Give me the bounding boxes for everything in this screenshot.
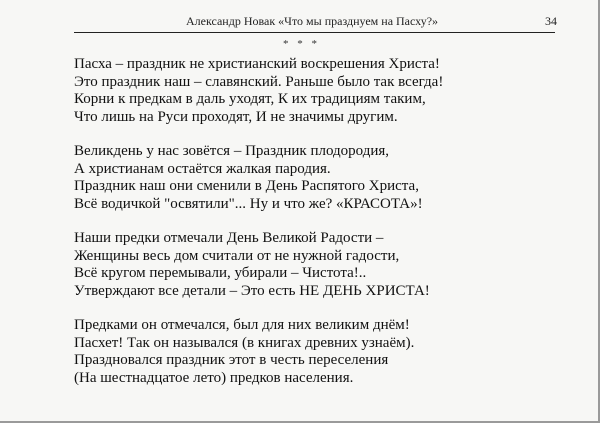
poem-line: Женщины весь дом считали от не нужной гадости, <box>74 247 400 264</box>
poem-body <box>74 56 574 404</box>
poem-line: Великдень у нас зовётся – Праздник плодородия, <box>74 143 390 159</box>
poem-line: Предками он отмечался, был для них великим днём! <box>74 317 410 333</box>
poem-line: Пасха – праздник не христианский воскрешения Христа! <box>74 56 440 72</box>
stanza-1 <box>74 56 574 126</box>
poem-line: Наши предки отмечали День Великой Радости – <box>74 230 384 246</box>
poem-line: Это праздник наш – славянский. Раньше было так всегда! <box>74 73 444 90</box>
section-separator: * * * <box>283 38 320 50</box>
stanza-4 <box>74 317 574 387</box>
poem-line: Всё кругом перемывали, убирали – Чистота!.. <box>74 265 367 281</box>
page-number: 34 <box>545 14 557 28</box>
poem-line: Праздновался праздник этот в честь переселения <box>74 352 389 368</box>
poem-line: (На шестнадцатое лето) предков населения. <box>74 369 354 386</box>
poem-line: Пасхет! Так он назывался (в книгах древних узнаём). <box>74 334 415 351</box>
poem-line: А христианам остаётся жалкая пародия. <box>74 160 331 177</box>
poem-line: Всё водичкой "освятили"... Ну и что же? «КРАСОТА»! <box>74 195 423 212</box>
poem-line: Корни к предкам в даль уходят, К их традициям таким, <box>74 91 426 107</box>
stanza-3 <box>74 230 574 300</box>
poem-line: Праздник наш они сменили в День Распятого Христа, <box>74 178 419 194</box>
poem-line: Что лишь на Руси проходят, И не значимы другим. <box>74 108 398 125</box>
header-title: Александр Новак «Что мы празднуем на Пасху?» <box>186 14 439 28</box>
stanza-2 <box>74 143 574 213</box>
page-header <box>74 12 555 33</box>
poem-line: Утверждают все детали – Это есть НЕ ДЕНЬ ХРИСТА! <box>74 282 430 299</box>
